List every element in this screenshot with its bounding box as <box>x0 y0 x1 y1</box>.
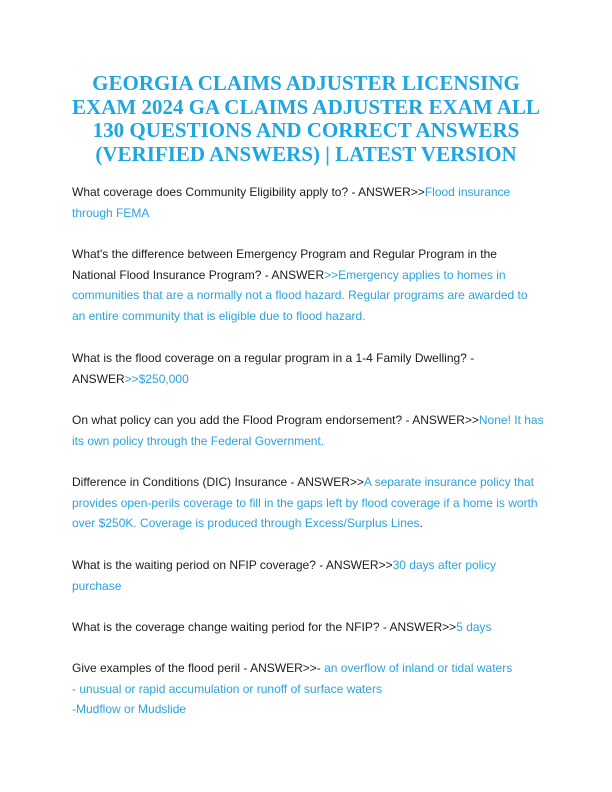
question-text: Difference in Conditions (DIC) Insurance - ANSWER>> <box>72 475 364 489</box>
document-title: GEORGIA CLAIMS ADJUSTER LICENSING EXAM 2024 GA CLAIMS ADJUSTER EXAM ALL 130 QUESTIONS AND CORRECT ANSWERS (VERIFIED ANSWERS) | LATEST VERSION <box>72 71 540 166</box>
qa-item <box>72 410 544 451</box>
qa-item <box>72 182 544 223</box>
answer-line: -Mudflow or Mudslide <box>72 702 187 716</box>
answer-text: None! It has its own policy through the Federal Government. <box>72 413 544 448</box>
answer-line <box>72 658 544 679</box>
question-text: What coverage does Community Eligibility apply to? - ANSWER>> <box>72 185 425 199</box>
answer-line: - unusual or rapid accumulation or runoff of surface waters <box>72 681 382 696</box>
qa-item <box>72 555 544 596</box>
qa-item <box>72 617 544 638</box>
answer-trailing-period: . <box>419 516 423 530</box>
question-text: What's the difference between Emergency Program and Regular Program in the National Flood Insurance Program? - ANSWER <box>72 247 497 282</box>
answer-text: 30 days after policy purchase <box>72 558 496 593</box>
qa-item <box>72 658 544 720</box>
answer-text: A separate insurance policy that provides open-perils coverage to fill in the gaps left by flood coverage if a home is worth over $250K. Coverage is produced through Excess/Surplus Lines <box>72 475 538 530</box>
qa-item <box>72 472 544 534</box>
answer-text: Flood insurance through FEMA <box>72 185 511 220</box>
answer-text: an overflow of inland or tidal waters <box>320 661 513 675</box>
answer-text: 5 days <box>456 620 492 634</box>
qa-item <box>72 348 544 389</box>
question-text: Give examples of the flood peril - ANSWER>>- <box>72 661 321 675</box>
qa-item <box>72 244 544 326</box>
answer-text: >>$250,000 <box>124 371 189 386</box>
question-text: What is the flood coverage on a regular program in a 1-4 Family Dwelling? - ANSWER <box>72 351 475 386</box>
answer-text: >>Emergency applies to homes in communities that are a normally not a flood hazard. Regular programs are awarded to an entire community that is eligible due to flood hazard. <box>72 267 528 323</box>
question-text: On what policy can you add the Flood Program endorsement? - ANSWER>> <box>72 413 479 427</box>
question-text: What is the waiting period on NFIP coverage? - ANSWER>> <box>72 558 393 572</box>
question-text: What is the coverage change waiting period for the NFIP? - ANSWER>> <box>72 620 457 634</box>
